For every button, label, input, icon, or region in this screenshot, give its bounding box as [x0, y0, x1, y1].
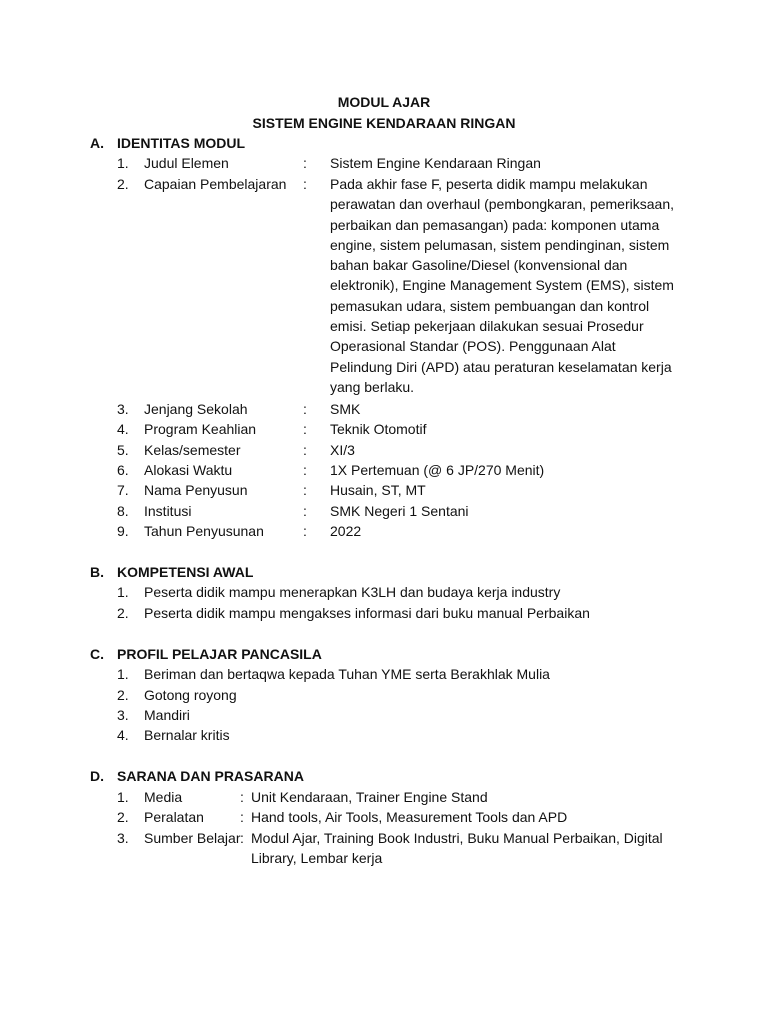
row-colon: : [303, 523, 307, 539]
row-colon: : [240, 830, 244, 846]
document-title: MODUL AJAR [337, 94, 431, 110]
row-label: Peralatan [144, 809, 204, 825]
item-text: Peserta didik mampu mengakses informasi dari buku manual Perbaikan [144, 605, 590, 621]
row-number: 3. [117, 830, 129, 846]
row-number: 3. [117, 401, 129, 417]
item-number: 1. [117, 584, 129, 600]
row-value: Sistem Engine Kendaraan Ringan [330, 155, 541, 171]
row-label: Kelas/semester [144, 442, 241, 458]
item-number: 4. [117, 727, 129, 743]
section-d-heading [90, 766, 304, 786]
row-value-paragraph: Modul Ajar, Training Book Industri, Buku Manual Perbaikan, Digital Library, Lembar kerja [251, 830, 663, 867]
row-label: Nama Penyusun [144, 482, 248, 498]
row-value: Unit Kendaraan, Trainer Engine Stand [251, 789, 488, 805]
section-title: SARANA DAN PRASARANA [117, 768, 304, 784]
row-number: 9. [117, 523, 129, 539]
row-label: Jenjang Sekolah [144, 401, 248, 417]
document-subtitle: SISTEM ENGINE KENDARAAN RINGAN [252, 115, 516, 131]
item-text: Peserta didik mampu menerapkan K3LH dan budaya kerja industry [144, 584, 561, 600]
item-number: 2. [117, 687, 129, 703]
item-text: Bernalar kritis [144, 727, 230, 743]
row-colon: : [240, 809, 244, 825]
row-value-paragraph: Pada akhir fase F, peserta didik mampu melakukan perawatan dan overhaul (pembongkaran, pemeriksaan, perbaikan dan pemasangan) pada: komponen utama engine, sistem pelumasan, sistem pendinginan, sistem bahan bakar Gasoline/Diesel (konvensional dan elektronik), Engine Management System (EMS), sistem pemasukan udara, sistem pembuangan dan kontrol emisi. Setiap pekerjaan dilakukan sesuai Prosedur Operasional Standar (POS). Penggunaan Alat Pelindung Diri (APD) atau peraturan keselamatan kerja yang berlaku. [330, 176, 674, 395]
item-number: 1. [117, 666, 129, 682]
row-value: Teknik Otomotif [330, 421, 427, 437]
row-colon: : [303, 401, 307, 417]
item-number: 2. [117, 605, 129, 621]
row-number: 1. [117, 789, 129, 805]
row-number: 7. [117, 482, 129, 498]
row-value: SMK [330, 401, 361, 417]
section-c-heading [90, 644, 322, 664]
row-label: Tahun Penyusunan [144, 523, 264, 539]
section-letter: D. [90, 768, 104, 784]
section-letter: C. [90, 646, 104, 662]
row-number: 6. [117, 462, 129, 478]
row-number: 1. [117, 155, 129, 171]
item-text: Mandiri [144, 707, 190, 723]
section-letter: A. [90, 135, 104, 151]
row-colon: : [303, 421, 307, 437]
row-value: SMK Negeri 1 Sentani [330, 503, 469, 519]
row-colon: : [303, 462, 307, 478]
row-value: 2022 [330, 523, 362, 539]
row-number: 2. [117, 176, 129, 192]
section-letter: B. [90, 564, 104, 580]
row-label: Institusi [144, 503, 192, 519]
row-number: 4. [117, 421, 129, 437]
row-colon: : [303, 442, 307, 458]
row-colon: : [303, 503, 307, 519]
row-label: Program Keahlian [144, 421, 257, 437]
item-text: Beriman dan bertaqwa kepada Tuhan YME serta Berakhlak Mulia [144, 666, 550, 682]
row-label: Judul Elemen [144, 155, 229, 171]
row-number: 8. [117, 503, 129, 519]
row-label: Alokasi Waktu [144, 462, 233, 478]
section-title: KOMPETENSI AWAL [117, 564, 254, 580]
section-title: PROFIL PELAJAR PANCASILA [117, 646, 322, 662]
item-text: Gotong royong [144, 687, 237, 703]
row-colon: : [303, 482, 307, 498]
row-colon: : [240, 789, 244, 805]
row-value: Hand tools, Air Tools, Measurement Tools dan APD [251, 809, 568, 825]
row-value: Husain, ST, MT [330, 482, 426, 498]
section-title: IDENTITAS MODUL [117, 135, 246, 151]
row-value: XI/3 [330, 442, 355, 458]
section-b-heading [90, 562, 253, 582]
row-value: 1X Pertemuan (@ 6 JP/270 Menit) [330, 462, 545, 478]
row-label: Sumber Belajar [144, 830, 241, 846]
section-a-heading [90, 133, 245, 153]
item-number: 3. [117, 707, 129, 723]
row-number: 2. [117, 809, 129, 825]
row-number: 5. [117, 442, 129, 458]
row-label: Media [144, 789, 183, 805]
row-colon: : [303, 155, 307, 171]
row-label: Capaian Pembelajaran [144, 176, 287, 192]
row-colon: : [303, 176, 307, 192]
